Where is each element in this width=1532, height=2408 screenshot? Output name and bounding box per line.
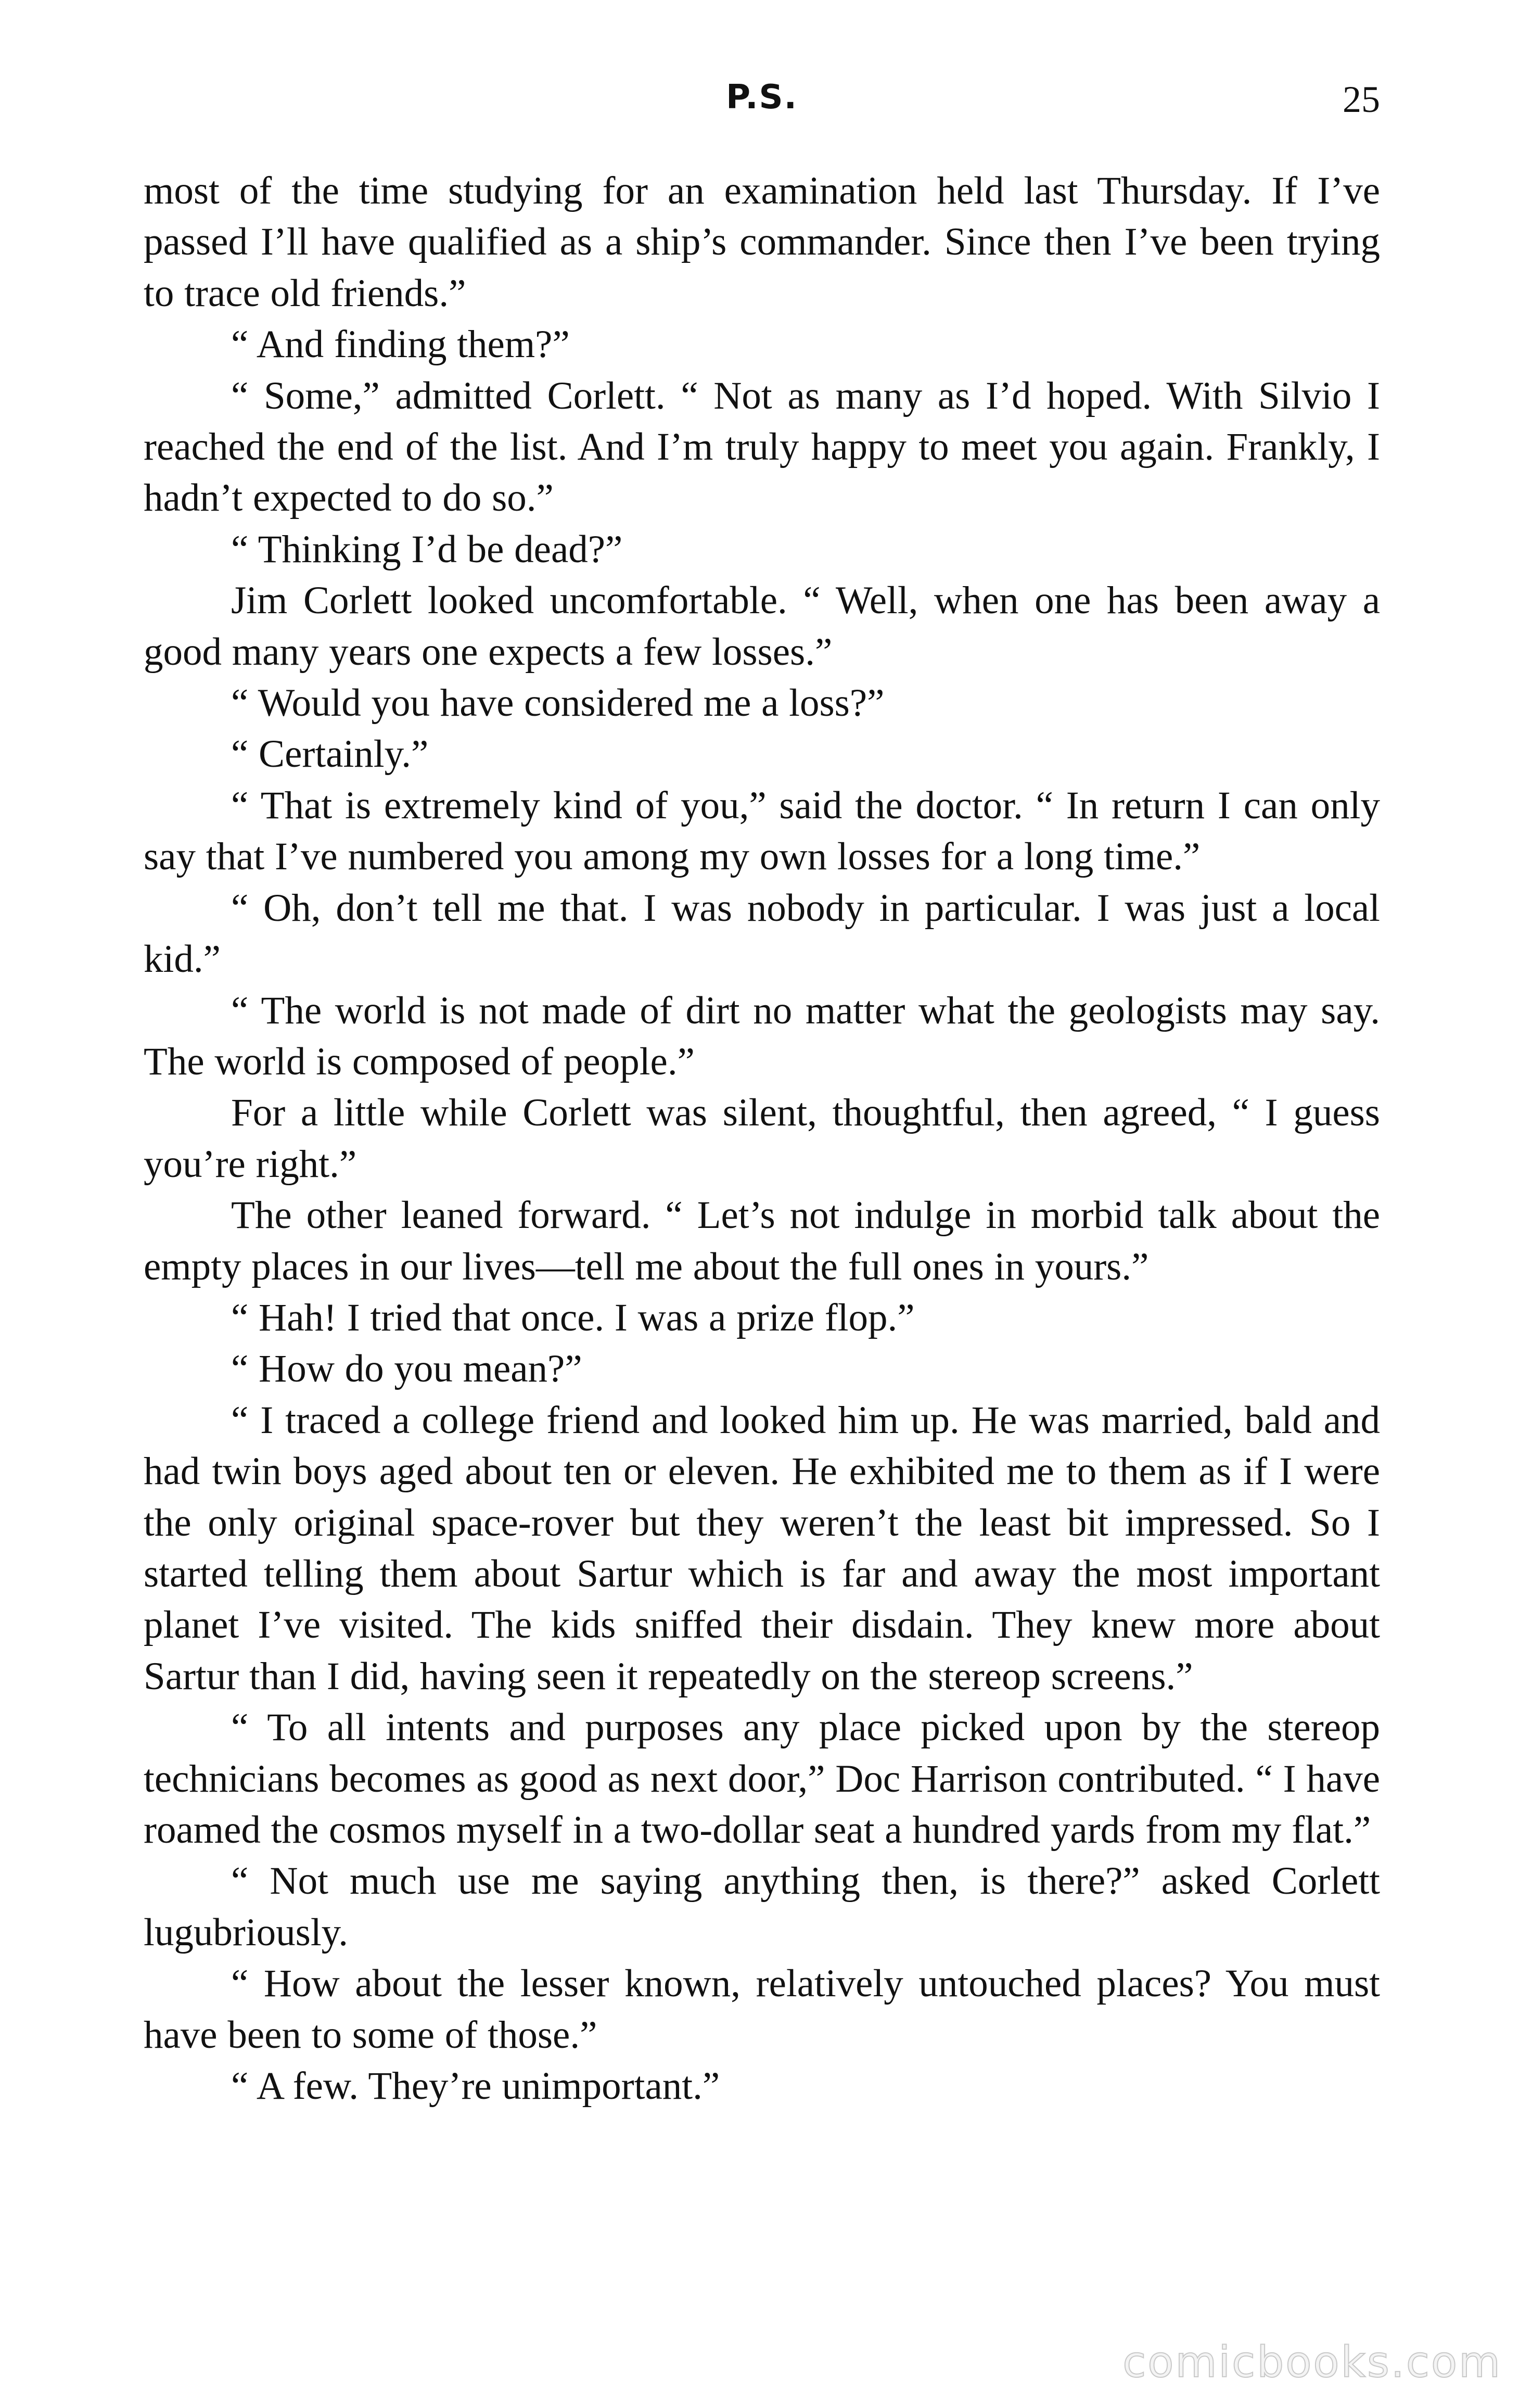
paragraph: “ Oh, don’t tell me that. I was nobody in particular. I was just a local kid.” bbox=[144, 886, 1380, 981]
paragraph: “ Some,” admitted Corlett. “ Not as many as I’d hoped. With Silvio I reached the end of the list. And I’m truly happy to meet you again. Frankly, I hadn’t expected to do so.” bbox=[144, 374, 1380, 520]
paragraph: For a little while Corlett was silent, thoughtful, then agreed, “ I guess you’re right.” bbox=[144, 1091, 1380, 1186]
watermark: comicbooks.com bbox=[1122, 2338, 1502, 2387]
paragraph: “ Not much use me saying anything then, is there?” asked Corlett lugubriously. bbox=[144, 1859, 1380, 1954]
paragraph: Jim Corlett looked uncomfortable. “ Well, when one has been away a good many years one expects a few losses.” bbox=[144, 579, 1380, 674]
running-head bbox=[144, 78, 1380, 125]
paragraph: “ That is extremely kind of you,” said the doctor. “ In return I can only say that I’ve numbered you among my own losses for a long time.” bbox=[144, 783, 1380, 879]
paragraph: “ Hah! I tried that once. I was a prize flop.” bbox=[231, 1296, 915, 1339]
paragraph: “ How do you mean?” bbox=[231, 1347, 582, 1391]
paragraph: “ And finding them?” bbox=[231, 323, 570, 366]
paragraph: The other leaned forward. “ Let’s not indulge in morbid talk about the empty places in our lives—tell me about the full ones in yours.” bbox=[144, 1194, 1380, 1288]
paragraph: “ Thinking I’d be dead?” bbox=[231, 527, 623, 571]
running-title: P.S. bbox=[726, 78, 798, 117]
page-number: 25 bbox=[1343, 79, 1380, 120]
paragraph: “ Certainly.” bbox=[231, 732, 429, 776]
paragraph: “ Would you have considered me a loss?” bbox=[231, 681, 885, 725]
paragraph: most of the time studying for an examination held last Thursday. If I’ve passed I’ll have qualified as a ship’s commander. Since then I’ve been trying to trace old friends.” bbox=[144, 169, 1380, 315]
body-text bbox=[144, 166, 1380, 2112]
paragraph: “ To all intents and purposes any place picked upon by the stereop technicians becomes as good as next door,” Doc Harrison contributed. “ I have roamed the cosmos myself in a two-dollar seat a hundred yards from my flat.” bbox=[144, 1706, 1380, 1852]
paragraph: “ I traced a college friend and looked him up. He was married, bald and had twin boys aged about ten or eleven. He exhibited me to them as if I were the only original space-rover but they weren’t the least bit impressed. So I started telling them about Sartur which is far and away the most important planet I’ve visited. The kids sniffed their disdain. They knew more about Sartur than I did, having seen it repeatedly on the stereop screens.” bbox=[144, 1398, 1380, 1698]
paragraph: “ The world is not made of dirt no matter what the geologists may say. The world is composed of people.” bbox=[144, 988, 1380, 1083]
paragraph: “ A few. They’re unimportant.” bbox=[231, 2064, 720, 2108]
paragraph: “ How about the lesser known, relatively untouched places? You must have been to some of those.” bbox=[144, 1962, 1380, 2057]
